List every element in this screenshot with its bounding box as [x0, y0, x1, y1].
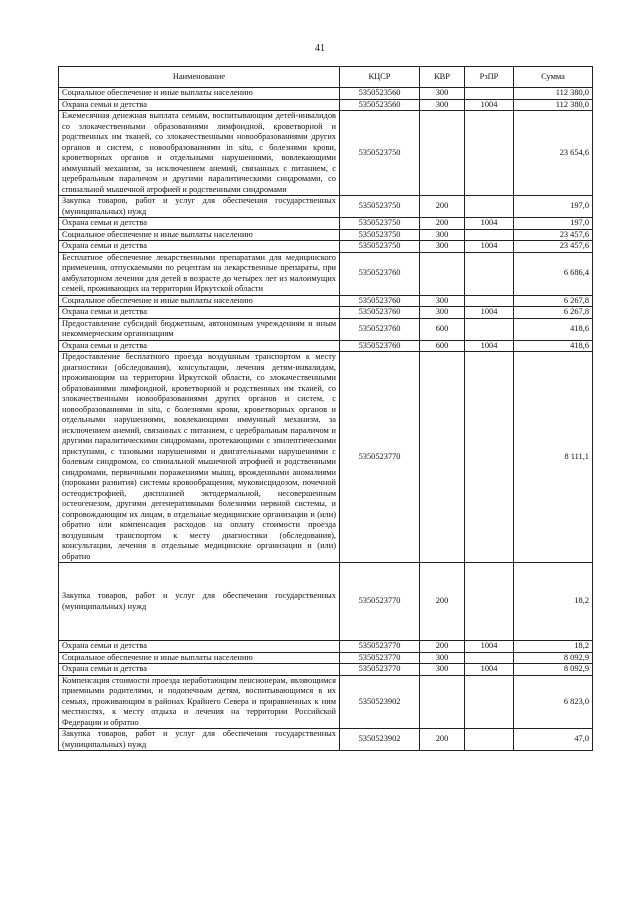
cell-name: Предоставление бесплатного проезда воздушным транспортом к месту диагностики (обследования), консультации, лечения детям-инвалидам, проживающим на территории Иркутской области, со злокачественными образованиями лимфоидной, кроветворной и родственных им тканей, со злокачественными новообразованиями других органов и систем, с новообразованиями in situ, с болезнями крови, кроветворных органов и отдельными нарушениями, вовлекающими иммунный механизм, за исключением анемий, связанных с питанием, с церебральным параличом и другими паралитическими синдромами, протекающими с эпилептическими приступами, с тазовыми нарушениями и двигательными нарушениями с болевым синдромом, со спинальной мышечной атрофией и родственными синдромами, первичными поражениями мышц, врожденными аномалиями (пороками развития) системы кровообращения, муковисцидозом, почечной остеодистрофией, дисплазией эктодермальной, несовершенным остеогенезом, другими дегенеративными болезнями нервной системы, и сопровождающим их лицам, в отдельные медицинские организации и (или) обратно или компенсация расходов на оплату стоимости проезда воздушным транспортом к месту диагностики (обследования), консультации, лечения в отдельные медицинские организации и (или) обратно [59, 352, 340, 563]
header-kcsr: КЦСР [340, 67, 420, 88]
cell-rzpr [465, 229, 514, 241]
cell-sum: 418,6 [514, 340, 593, 352]
cell-sum: 6 267,8 [514, 307, 593, 319]
cell-sum: 197,0 [514, 196, 593, 218]
cell-name: Охрана семьи и детства [59, 307, 340, 319]
cell-kvr: 200 [420, 563, 465, 641]
cell-sum: 8 092,9 [514, 664, 593, 676]
cell-kcsr: 5350523770 [340, 664, 420, 676]
table-row [59, 352, 593, 563]
table-row [59, 295, 593, 307]
cell-rzpr [465, 252, 514, 295]
cell-kcsr: 5350523750 [340, 229, 420, 241]
table-row [59, 318, 593, 340]
cell-rzpr: 1004 [465, 241, 514, 253]
cell-kcsr: 5350523760 [340, 252, 420, 295]
table-row [59, 88, 593, 100]
cell-name: Охрана семьи и детства [59, 664, 340, 676]
header-sum: Сумма [514, 67, 593, 88]
cell-kcsr: 5350523750 [340, 196, 420, 218]
cell-kcsr: 5350523770 [340, 352, 420, 563]
cell-name: Социальное обеспечение и иные выплаты населению [59, 652, 340, 664]
cell-kvr: 200 [420, 729, 465, 751]
cell-name: Социальное обеспечение и иные выплаты населению [59, 229, 340, 241]
header-rzpr: РзПР [465, 67, 514, 88]
table-row [59, 196, 593, 218]
cell-rzpr [465, 318, 514, 340]
cell-kvr: 600 [420, 318, 465, 340]
page-number: 41 [315, 43, 325, 54]
cell-name: Закупка товаров, работ и услуг для обеспечения государственных (муниципальных) нужд [59, 563, 340, 641]
cell-kvr: 300 [420, 229, 465, 241]
header-kvr: КВР [420, 67, 465, 88]
cell-rzpr [465, 729, 514, 751]
cell-kcsr: 5350523760 [340, 318, 420, 340]
cell-kvr: 200 [420, 218, 465, 230]
cell-sum: 197,0 [514, 218, 593, 230]
cell-kcsr: 5350523560 [340, 88, 420, 100]
cell-kcsr: 5350523760 [340, 307, 420, 319]
cell-name: Бесплатное обеспечение лекарственными препаратами для медицинского применения, отпускаемыми по рецептам на лекарственные препараты, при амбулаторном лечении для детей в возрасте до четырех лет из малоимущих семей, проживающих на территории Иркутской области [59, 252, 340, 295]
cell-name: Охрана семьи и детства [59, 99, 340, 111]
cell-rzpr [465, 352, 514, 563]
cell-kvr: 200 [420, 196, 465, 218]
cell-kvr: 600 [420, 340, 465, 352]
cell-rzpr [465, 196, 514, 218]
header-name: Наименование [59, 67, 340, 88]
cell-rzpr: 1004 [465, 99, 514, 111]
cell-name: Предоставление субсидий бюджетным, автономным учреждениям и иным некоммерческим организациям [59, 318, 340, 340]
cell-kvr: 300 [420, 88, 465, 100]
cell-sum: 8 111,1 [514, 352, 593, 563]
cell-kcsr: 5350523560 [340, 99, 420, 111]
cell-rzpr: 1004 [465, 664, 514, 676]
cell-kcsr: 5350523750 [340, 111, 420, 196]
table-row [59, 307, 593, 319]
table-row [59, 675, 593, 729]
cell-kvr: 300 [420, 241, 465, 253]
table-row [59, 652, 593, 664]
cell-name: Социальное обеспечение и иные выплаты населению [59, 295, 340, 307]
cell-name: Социальное обеспечение и иные выплаты населению [59, 88, 340, 100]
cell-name: Охрана семьи и детства [59, 241, 340, 253]
table-row [59, 111, 593, 196]
cell-kvr: 300 [420, 652, 465, 664]
cell-kcsr: 5350523770 [340, 641, 420, 653]
cell-sum: 112 380,0 [514, 88, 593, 100]
cell-kcsr: 5350523770 [340, 563, 420, 641]
cell-rzpr [465, 88, 514, 100]
cell-name: Охрана семьи и детства [59, 218, 340, 230]
cell-kvr: 300 [420, 664, 465, 676]
cell-kvr: 300 [420, 295, 465, 307]
table-row [59, 229, 593, 241]
cell-sum: 6 686,4 [514, 252, 593, 295]
cell-name: Охрана семьи и детства [59, 641, 340, 653]
budget-table [58, 66, 593, 751]
table-row [59, 241, 593, 253]
cell-name: Закупка товаров, работ и услуг для обеспечения государственных (муниципальных) нужд [59, 729, 340, 751]
cell-kcsr: 5350523770 [340, 652, 420, 664]
cell-sum: 6 267,8 [514, 295, 593, 307]
cell-sum: 418,6 [514, 318, 593, 340]
cell-sum: 18,2 [514, 641, 593, 653]
cell-kvr [420, 111, 465, 196]
table-row [59, 252, 593, 295]
cell-kcsr: 5350523760 [340, 295, 420, 307]
cell-kcsr: 5350523750 [340, 218, 420, 230]
cell-kvr [420, 675, 465, 729]
table-header-row [59, 67, 593, 88]
cell-kvr [420, 252, 465, 295]
cell-sum: 23 457,6 [514, 229, 593, 241]
cell-sum: 23 654,6 [514, 111, 593, 196]
cell-kvr: 200 [420, 641, 465, 653]
cell-sum: 8 092,9 [514, 652, 593, 664]
cell-name: Охрана семьи и детства [59, 340, 340, 352]
cell-kvr: 300 [420, 99, 465, 111]
table-row [59, 664, 593, 676]
table-row [59, 340, 593, 352]
cell-rzpr: 1004 [465, 307, 514, 319]
cell-sum: 6 823,0 [514, 675, 593, 729]
cell-rzpr [465, 295, 514, 307]
cell-kcsr: 5350523760 [340, 340, 420, 352]
table-row [59, 99, 593, 111]
cell-kcsr: 5350523750 [340, 241, 420, 253]
cell-sum: 112 380,0 [514, 99, 593, 111]
cell-kvr: 300 [420, 307, 465, 319]
cell-sum: 18,2 [514, 563, 593, 641]
cell-kvr [420, 352, 465, 563]
cell-rzpr: 1004 [465, 641, 514, 653]
table-row [59, 729, 593, 751]
cell-rzpr: 1004 [465, 218, 514, 230]
cell-rzpr [465, 675, 514, 729]
cell-name: Компенсация стоимости проезда неработающим пенсионерам, являющимся приемными родителями, и подопечным детям, воспитывающимся в их семьях, проживающим в районах Крайнего Севера и приравненных к ним местностях, к месту отдыха и лечения на территории Российской Федерации и обратно [59, 675, 340, 729]
cell-name: Закупка товаров, работ и услуг для обеспечения государственных (муниципальных) нужд [59, 196, 340, 218]
table-row [59, 563, 593, 641]
cell-rzpr [465, 652, 514, 664]
cell-name: Ежемесячная денежная выплата семьям, воспитывающим детей-инвалидов со злокачественными образованиями лимфоидной, кроветворной и родственных им тканей, со злокачественными новообразованиями других органов и систем, с новообразованиями in situ, с болезнями крови, кроветворных органов и отдельными нарушениями, вовлекающими иммунный механизм, за исключением анемий, связанных с питанием, с церебральным параличом и другими паралитическими синдромами, со спинальной мышечной атрофией и родственными синдромами [59, 111, 340, 196]
cell-kcsr: 5350523902 [340, 729, 420, 751]
cell-sum: 23 457,6 [514, 241, 593, 253]
table-row [59, 218, 593, 230]
table-row [59, 641, 593, 653]
cell-sum: 47,0 [514, 729, 593, 751]
cell-rzpr: 1004 [465, 340, 514, 352]
cell-kcsr: 5350523902 [340, 675, 420, 729]
cell-rzpr [465, 111, 514, 196]
cell-rzpr [465, 563, 514, 641]
